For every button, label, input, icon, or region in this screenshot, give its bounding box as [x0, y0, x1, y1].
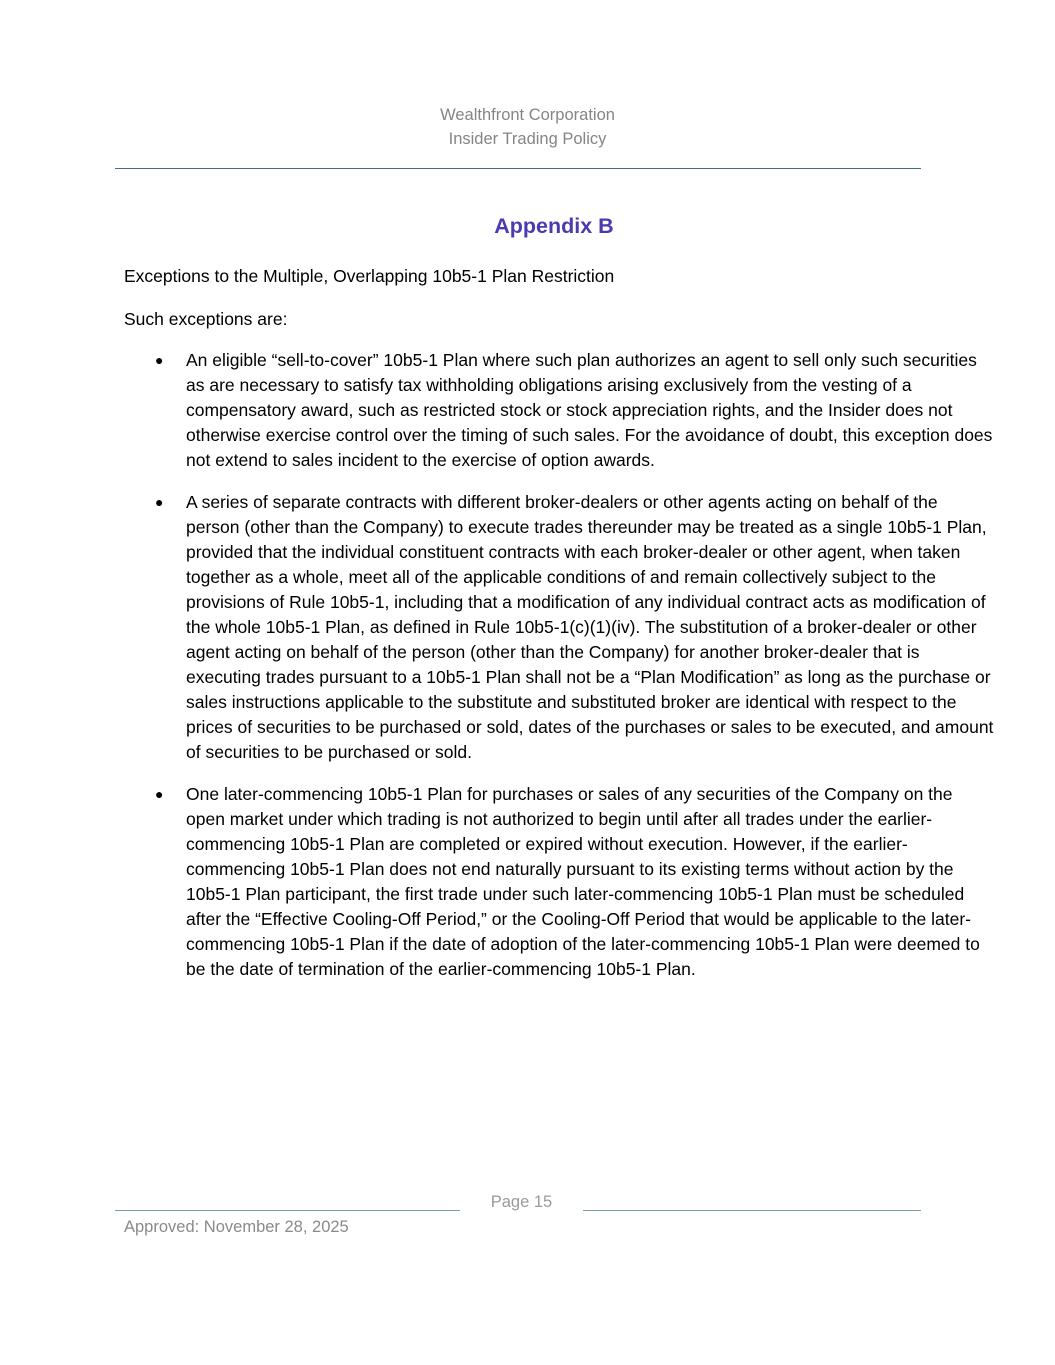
section-subtitle: Exceptions to the Multiple, Overlapping 10b5-1 Plan Restriction [124, 266, 615, 286]
appendix-title: Appendix B [494, 214, 614, 238]
exception-text: An eligible “sell-to-cover” 10b5-1 Plan where such plan authorizes an agent to sell only such securities as are necessary to satisfy tax withholding obligations arising exclusively from the vesting of a compensatory award, such as restricted stock or stock appreciation rights, and the Insider does not otherwise exercise control over the timing of such sales. For the avoidance of doubt, this exception does not extend to sales incident to the exercise of option awards. [186, 350, 993, 470]
list-item [124, 348, 994, 473]
exceptions-list [124, 348, 994, 999]
intro-text: Such exceptions are: [124, 309, 288, 329]
exception-text: A series of separate contracts with different broker-dealers or other agents acting on behalf of the person (other than the Company) to execute trades thereunder may be treated as a single 10b5-1 Plan, provided that the individual constituent contracts with each broker-dealer or other agent, when taken together as a whole, meet all of the applicable conditions of and remain collectively subject to the provisions of Rule 10b5-1, including that a modification of any individual contract acts as modification of the whole 10b5-1 Plan, as defined in Rule 10b5-1(c)(1)(iv). The substitution of a broker-dealer or other agent acting on behalf of the person (other than the Company) for another broker-dealer that is executing trades pursuant to a 10b5-1 Plan shall not be a “Plan Modification” as long as the purchase or sales instructions applicable to the substitute and substituted broker are identical with respect to the prices of securities to be purchased or sold, dates of the purchases or sales to be executed, and amount of securities to be purchased or sold. [186, 492, 994, 762]
approval-date: Approved: November 28, 2025 [124, 1218, 349, 1236]
page-header [0, 103, 1055, 151]
bullet-icon: ● [155, 494, 164, 510]
bullet-icon: ● [155, 786, 164, 802]
page-number: Page 15 [490, 1193, 553, 1211]
bullet-icon: ● [155, 352, 164, 368]
footer-divider-left [115, 1210, 460, 1211]
header-company: Wealthfront Corporation [440, 106, 615, 124]
footer-divider-right [583, 1210, 921, 1211]
exception-text: One later-commencing 10b5-1 Plan for purchases or sales of any securities of the Company on the open market under which trading is not authorized to begin until after all trades under the earlier-commencing 10b5-1 Plan are completed or expired without execution. However, if the earlier-commencing 10b5-1 Plan does not end naturally pursuant to its existing terms without action by the 10b5-1 Plan participant, the first trade under such later-commencing 10b5-1 Plan must be scheduled after the “Effective Cooling-Off Period,” or the Cooling-Off Period that would be applicable to the later-commencing 10b5-1 Plan if the date of adoption of the later-commencing 10b5-1 Plan were deemed to be the date of termination of the earlier-commencing 10b5-1 Plan. [186, 784, 980, 979]
header-document-title: Insider Trading Policy [448, 130, 607, 148]
header-divider [115, 168, 921, 169]
list-item [124, 490, 994, 765]
list-item [124, 782, 994, 982]
